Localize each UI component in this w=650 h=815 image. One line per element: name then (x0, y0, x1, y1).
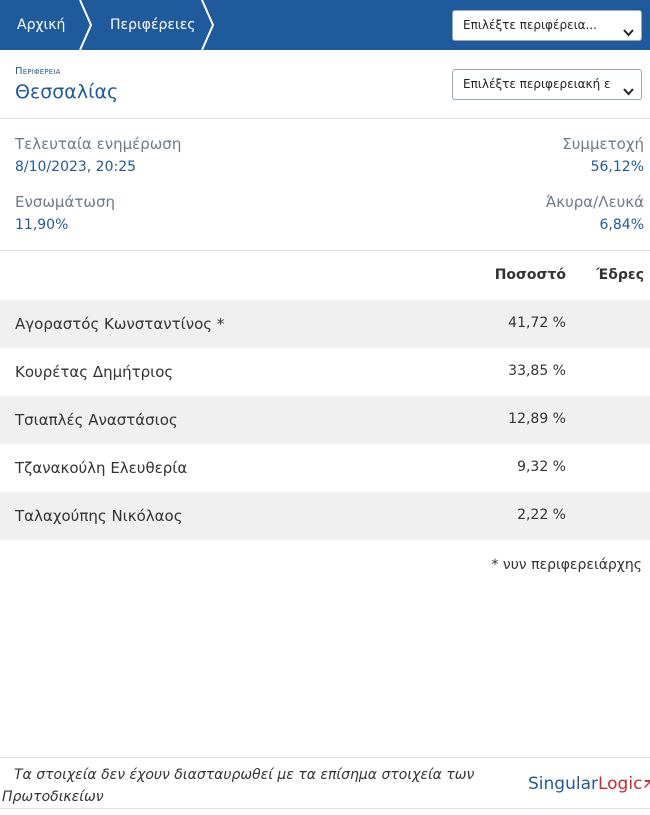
candidate-percent: 2,22 % (517, 507, 566, 523)
column-header-percent: Ποσοστό (494, 267, 566, 283)
region-caption: Περιφερεια (15, 66, 61, 77)
breadcrumb-separator-icon (200, 0, 216, 50)
breadcrumb-separator-icon (78, 0, 94, 50)
breadcrumb-home[interactable]: Αρχική (17, 17, 66, 33)
integration-label: Ενσωμάτωση (15, 193, 115, 211)
disclaimer-text: Τα στοιχεία δεν έχουν διασταυρωθεί με τα επίσημα στοιχεία των Πρωτοδικείων (2, 767, 475, 805)
candidate-name: Τζανακούλη Ελευθερία (15, 459, 188, 477)
last-update-value: 8/10/2023, 20:25 (15, 159, 137, 175)
top-nav-bar (0, 0, 650, 50)
logo-text-singular: Singular (528, 774, 598, 794)
results-table-header (0, 251, 650, 300)
column-header-seats: Έδρες (596, 267, 644, 283)
region-select-value: Επιλέξτε περιφέρεια... (463, 18, 597, 32)
table-row (0, 396, 650, 444)
candidate-percent: 33,85 % (508, 363, 566, 379)
chevron-down-icon (623, 20, 634, 31)
turnout-value: 56,12% (590, 159, 644, 175)
table-row (0, 300, 650, 348)
candidate-name: Αγοραστός Κωνσταντίνος * (15, 315, 225, 333)
breadcrumb-regions[interactable]: Περιφέρειες (110, 17, 196, 33)
incumbent-footnote: * νυν περιφερειάρχης (491, 557, 642, 573)
candidate-name: Τσιαπλές Αναστάσιος (15, 411, 178, 429)
logo-text-logic: Logic (597, 774, 643, 794)
logo-arrow-icon (643, 774, 650, 794)
candidate-percent: 9,32 % (517, 459, 566, 475)
table-row (0, 492, 650, 540)
candidate-percent: 12,89 % (508, 411, 566, 427)
table-row (0, 444, 650, 492)
singularlogic-logo[interactable] (528, 774, 650, 794)
turnout-label: Συμμετοχή (562, 135, 644, 153)
region-title: Θεσσαλίας (15, 81, 119, 103)
election-stats (0, 120, 650, 251)
table-row (0, 348, 650, 396)
region-select[interactable] (452, 10, 642, 41)
regional-unit-select-value: Επιλέξτε περιφερειακή ε (463, 77, 611, 91)
last-update-label: Τελευταία ενημέρωση (15, 135, 182, 153)
regional-unit-select[interactable] (452, 69, 642, 100)
chevron-down-icon (623, 79, 634, 90)
candidate-name: Κουρέτας Δημήτριος (15, 363, 174, 381)
region-header (0, 50, 650, 119)
integration-value: 11,90% (15, 217, 69, 233)
page-footer (0, 757, 650, 809)
invalid-blank-label: Άκυρα/Λευκά (545, 193, 644, 211)
invalid-blank-value: 6,84% (599, 217, 644, 233)
candidate-name: Ταλαχούπης Νικόλαος (15, 507, 183, 525)
candidate-percent: 41,72 % (508, 315, 566, 331)
